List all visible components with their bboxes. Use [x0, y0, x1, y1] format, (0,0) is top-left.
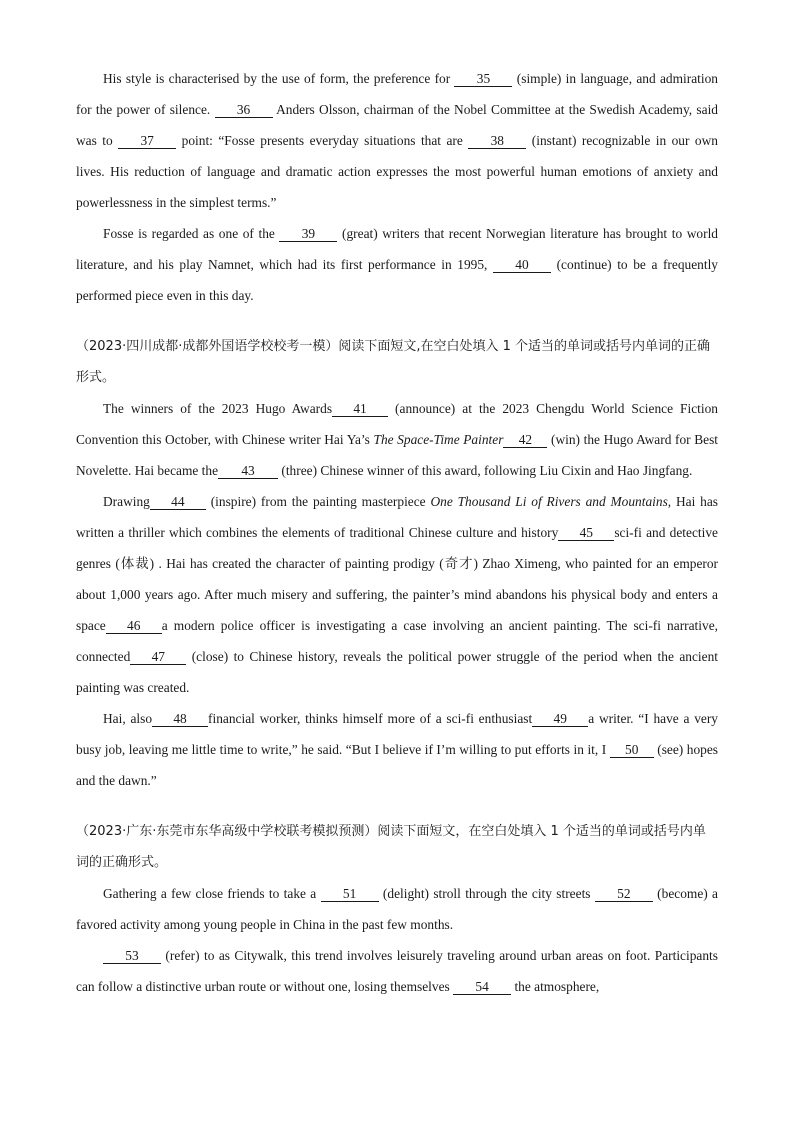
text: Drawing [103, 494, 150, 509]
blank-51[interactable]: 51 [321, 886, 379, 902]
text: Anders Olsson, chairman of the Nobel Committee at the Swedish Academy, said was to [76, 102, 718, 148]
blank-50[interactable]: 50 [610, 742, 654, 758]
text: , Hai has written a thriller which combines the elements of traditional Chinese culture and history [76, 494, 719, 540]
text: point: “Fosse presents everyday situations that are [176, 133, 469, 148]
text: Hai, also [103, 711, 153, 726]
text: a modern police officer is investigating a case involving an ancient painting. The sci-fi narrative, connected [76, 618, 718, 664]
painting-title: One Thousand Li of Rivers and Mountains [430, 494, 668, 509]
section-header-chengdu: （2023·四川成都·成都外国语学校校考一模）阅读下面短文,在空白处填入 1 个适当的单词或括号内单词的正确形式。 [76, 339, 711, 385]
blank-42[interactable]: 42 [503, 432, 547, 448]
text: the atmosphere, [511, 979, 600, 994]
text: Fosse is regarded as one of the [103, 226, 280, 241]
text: (three) Chinese winner of this award, following Liu Cixin and Hao Jingfang. [278, 463, 693, 478]
document-page [76, 63, 718, 1002]
text: (refer) to as Citywalk, this trend involves leisurely traveling around urban areas on foot. Participants can follow a distinctive urban route or without one, losing themselves [76, 948, 718, 994]
paragraph-fosse-regard [76, 218, 718, 311]
text: (simple) in language, and admiration for the power of silence. [76, 71, 718, 117]
blank-35[interactable]: 35 [454, 71, 512, 87]
blank-54[interactable]: 54 [453, 979, 511, 995]
text: (delight) stroll through the city streets [378, 886, 595, 901]
blank-39[interactable]: 39 [279, 226, 337, 242]
blank-49[interactable]: 49 [532, 711, 588, 727]
blank-48[interactable]: 48 [152, 711, 208, 727]
text: (inspire) from the painting masterpiece [205, 494, 431, 509]
blank-37[interactable]: 37 [118, 133, 176, 149]
blank-45[interactable]: 45 [558, 525, 614, 541]
blank-44[interactable]: 44 [150, 494, 206, 510]
blank-41[interactable]: 41 [332, 401, 388, 417]
blank-36[interactable]: 36 [215, 102, 273, 118]
blank-53[interactable]: 53 [103, 948, 161, 964]
blank-46[interactable]: 46 [106, 618, 162, 634]
text: (announce) at the 2023 Chengdu World Science Fiction Convention this October, with Chinese writer Hai Ya’s [76, 401, 718, 447]
text: The winners of the 2023 Hugo Awards [103, 401, 333, 416]
text: (instant) recognizable in our own lives. His reduction of language and dramatic action expresses the most powerful human emotions of anxiety and powerlessness in the simplest terms.” [76, 133, 718, 210]
text: sci-fi and detective genres (体裁) . Hai has created the character of painting prodigy (奇才) Zhao Ximeng, who painted for an emperor about 1,000 years ago. After much misery and suffering, the painter’s mind abandons his physical body and enters a space [76, 525, 718, 633]
text: (continue) to be a frequently performed piece even in this day. [76, 257, 719, 303]
text: Gathering a few close friends to take a [103, 886, 321, 901]
text: (see) hopes and the dawn.” [76, 742, 719, 788]
blank-52[interactable]: 52 [595, 886, 653, 902]
paragraph-hai-worker [76, 703, 718, 796]
blank-40[interactable]: 40 [493, 257, 551, 273]
blank-47[interactable]: 47 [130, 649, 186, 665]
paragraph-hai-drawing [76, 486, 718, 703]
text: financial worker, thinks himself more of a sci-fi enthusiast [208, 711, 533, 726]
book-title: The Space-Time Painter [373, 432, 504, 447]
text: His style is characterised by the use of form, the preference for [103, 71, 455, 86]
blank-38[interactable]: 38 [468, 133, 526, 149]
section-header-dongguan: （2023·广东·东莞市东华高级中学校联考模拟预测）阅读下面短文，在空白处填入 1 个适当的单词或括号内单词的正确形式。 [76, 824, 706, 870]
text: (become) a favored activity among young people in China in the past few months. [76, 886, 719, 932]
text: (great) writers that recent Norwegian literature has brought to world literature, and his play Namnet, which had its first performance in 1995, [76, 226, 718, 272]
text: a writer. “I have a very busy job, leaving me little time to write,” he said. “But I believe if I’m willing to put efforts in it, I [76, 711, 718, 757]
paragraph-hugo-awards [76, 393, 718, 486]
blank-43[interactable]: 43 [218, 463, 278, 479]
text: (win) the Hugo Award for Best Novelette. Hai became the [76, 432, 718, 478]
paragraph-gathering [76, 878, 718, 940]
paragraph-citywalk [76, 940, 718, 1002]
paragraph-fosse-style [76, 63, 718, 218]
text: (close) to Chinese history, reveals the political power struggle of the period when the ancient painting was created. [76, 649, 718, 695]
